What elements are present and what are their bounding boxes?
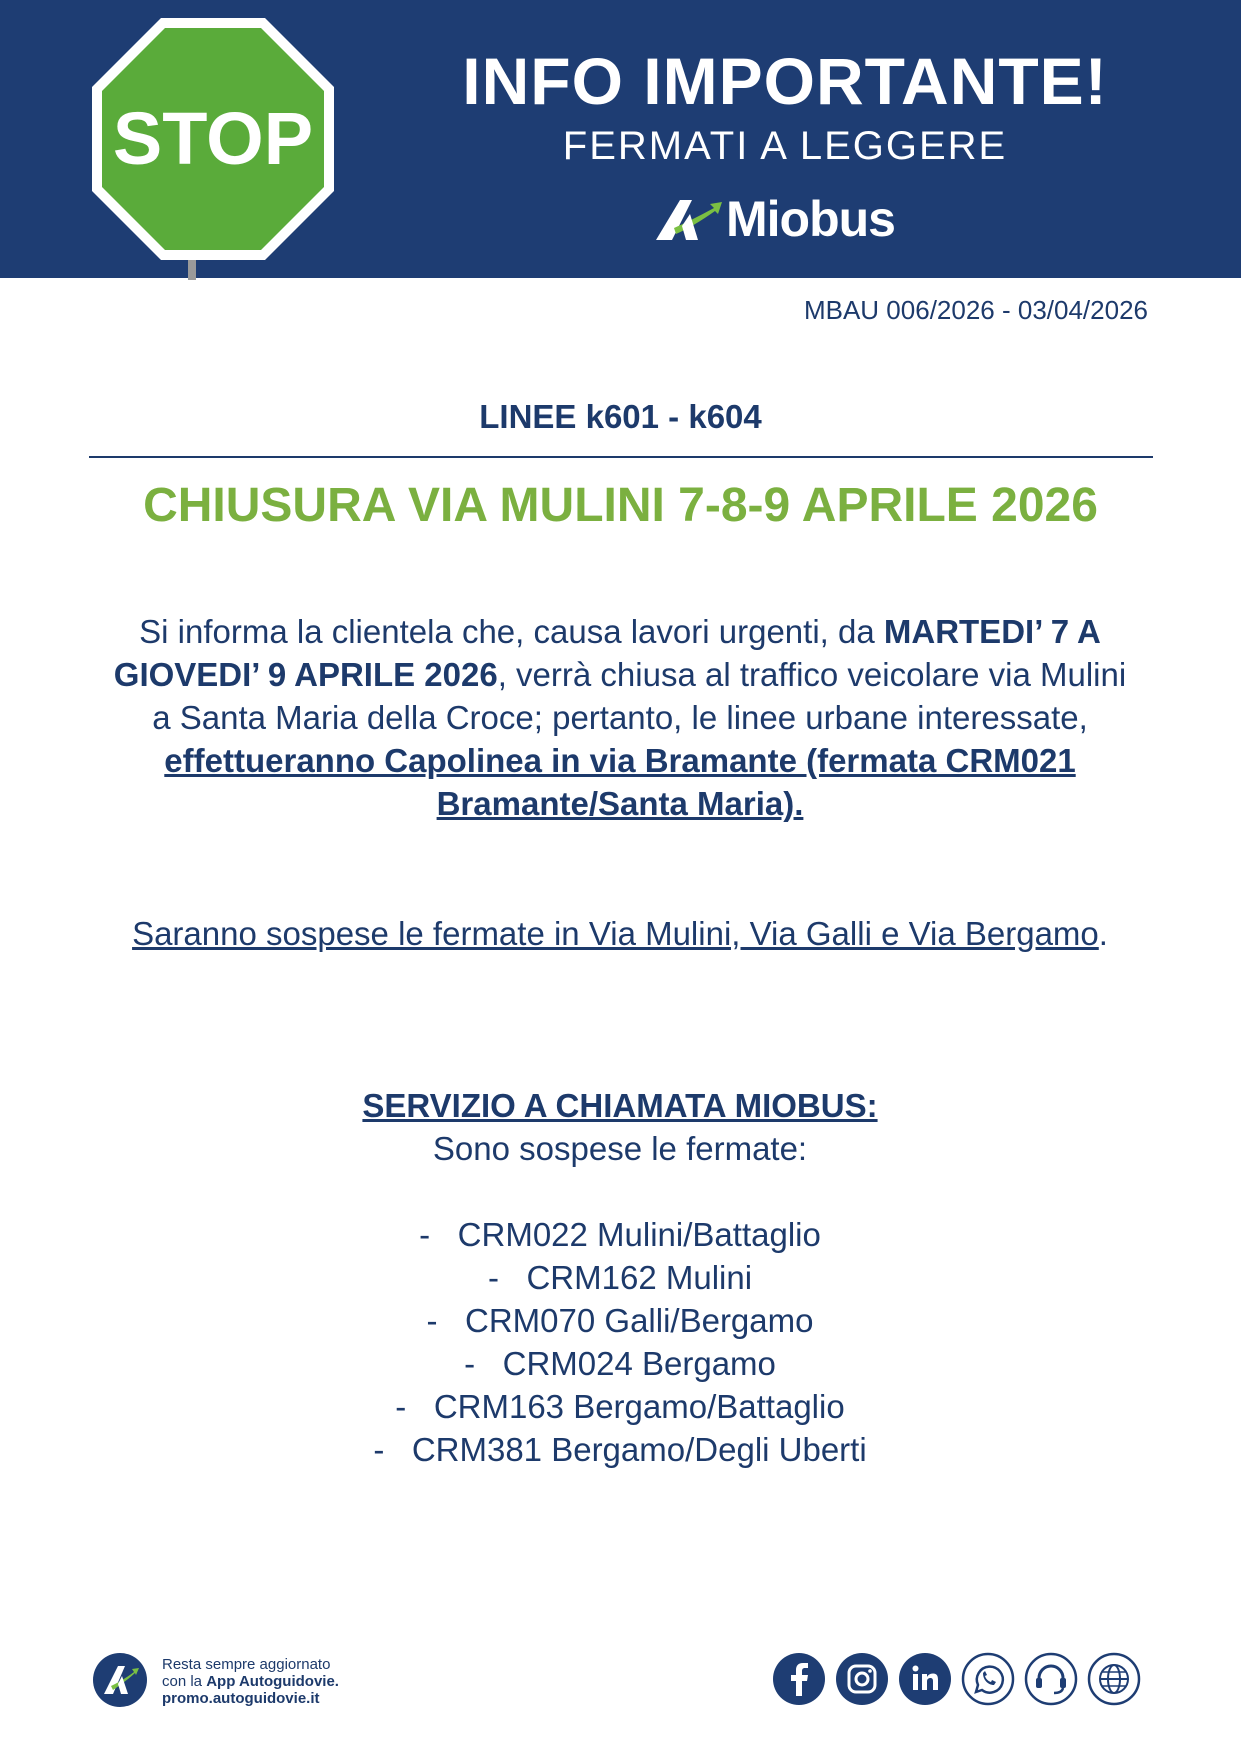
app-promo-line1: Resta sempre aggiornato <box>162 1656 331 1673</box>
miobus-logo-icon <box>652 194 724 244</box>
linkedin-icon[interactable] <box>898 1652 952 1706</box>
closure-title: CHIUSURA VIA MULINI 7-8-9 APRILE 2026 <box>143 479 1098 532</box>
whatsapp-icon[interactable] <box>961 1652 1015 1706</box>
list-item: - CRM024 Bergamo <box>464 1345 776 1382</box>
lines-title: LINEE k601 - k604 <box>479 398 762 435</box>
list-item: - CRM163 Bergamo/Battaglio <box>395 1388 845 1425</box>
notice-intro: Si informa la clientela che, causa lavori urgenti, da <box>139 613 875 650</box>
miobus-brand <box>652 190 932 250</box>
document-reference: MBAU 006/2026 - 03/04/2026 <box>803 295 1148 325</box>
notice-after-dates: , verrà chiusa al traffico veicolare via Mulini a Santa Maria della Croce; pertanto, le linee urbane interessate, <box>152 656 1127 736</box>
support-headset-icon[interactable] <box>1024 1652 1078 1706</box>
website-globe-icon[interactable] <box>1087 1652 1141 1706</box>
list-item: - CRM070 Galli/Bergamo <box>426 1302 814 1339</box>
list-item: - CRM381 Bergamo/Degli Uberti <box>373 1431 867 1468</box>
suspended-stops-list <box>110 1213 1130 1471</box>
brand-name: Miobus <box>726 191 895 247</box>
notice-dates: MARTEDI’ 7 A GIOVEDI’ 9 APRILE 2026 <box>113 613 1101 693</box>
list-item: - CRM162 Mulini <box>487 1259 753 1296</box>
list-item: - CRM022 Mulini/Battaglio <box>419 1216 821 1253</box>
app-promo[interactable] <box>92 1652 412 1710</box>
stop-sign-icon <box>88 14 338 280</box>
app-promo-line2: con la App Autoguidovie. <box>162 1673 339 1690</box>
banner-title: INFO IMPORTANTE! <box>462 44 1108 118</box>
suspended-paragraph <box>110 912 1130 955</box>
app-promo-text <box>162 1656 339 1707</box>
autoguidovie-app-icon <box>92 1652 148 1708</box>
instagram-icon[interactable] <box>835 1652 889 1706</box>
header-banner <box>0 0 1241 278</box>
notice-paragraph <box>110 610 1130 825</box>
suspended-end: . <box>1098 915 1108 952</box>
app-promo-link[interactable]: promo.autoguidovie.it <box>162 1690 320 1707</box>
stop-label: STOP <box>112 97 314 180</box>
service-subtitle: Sono sospese le fermate: <box>432 1130 808 1167</box>
notice-highlight: effettueranno Capolinea in via Bramante (fermata CRM021 Bramante/Santa Maria). <box>164 742 1076 822</box>
suspended-text: Saranno sospese le fermate in Via Mulini, Via Galli e Via Bergamo <box>132 915 1099 952</box>
banner-subtitle: FERMATI A LEGGERE <box>562 124 1008 168</box>
service-title: SERVIZIO A CHIAMATA MIOBUS: <box>362 1087 878 1124</box>
divider <box>89 456 1153 458</box>
social-links <box>772 1652 1152 1710</box>
facebook-icon[interactable] <box>772 1652 826 1706</box>
